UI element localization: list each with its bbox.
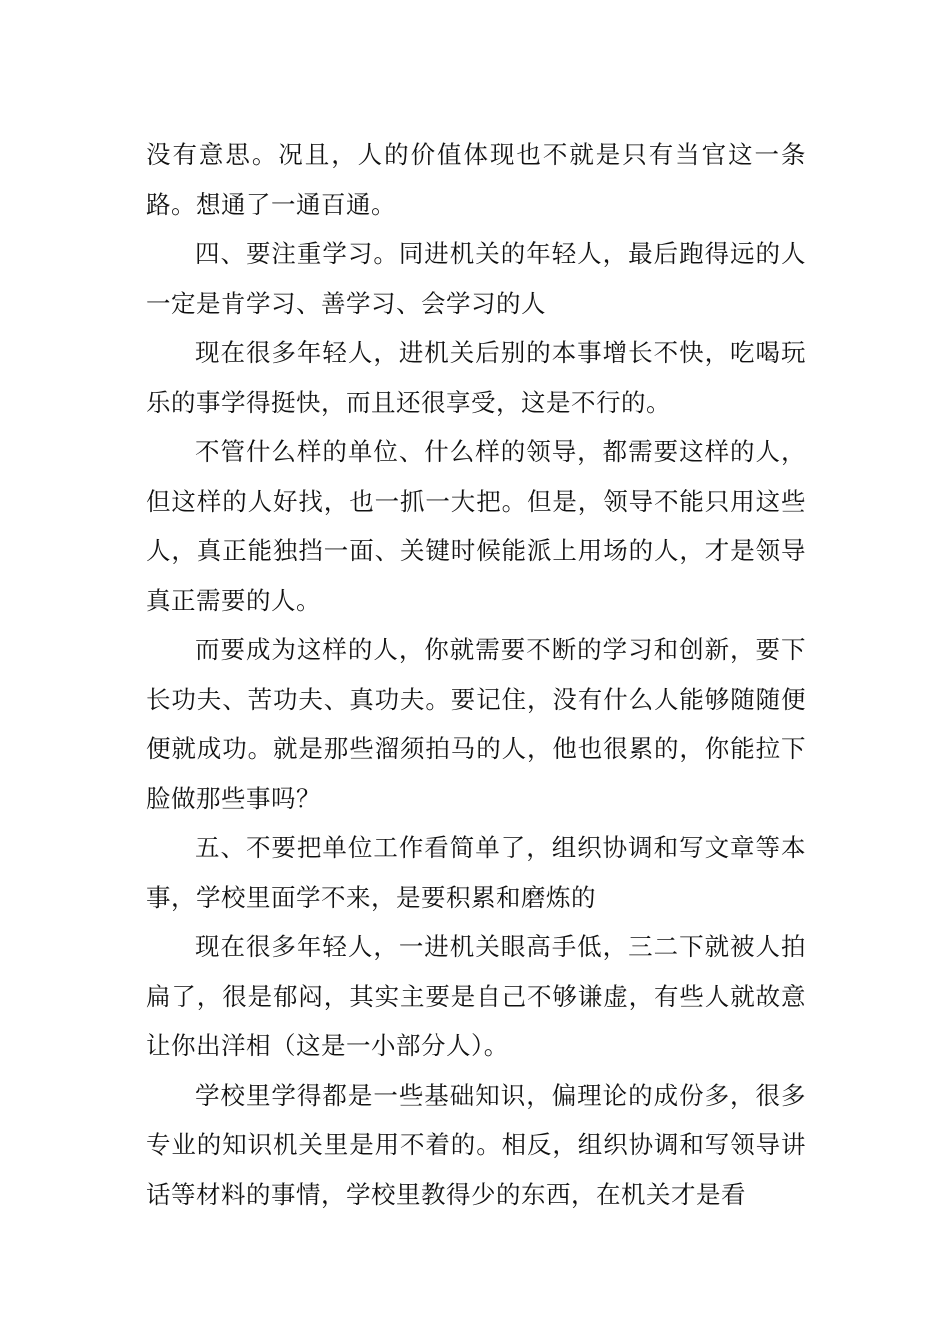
paragraph-continuation: 没有意思。况且，人的价值体现也不就是只有当官这一条路。想通了一通百通。	[146, 140, 806, 219]
paragraph: 现在很多年轻人，一进机关眼高手低，三二下就被人拍扁了，很是郁闷，其实主要是自己不够谦虚，有些人就故意让你出洋相（这是一小部分人）。	[146, 932, 806, 1060]
paragraph-heading-four: 四、要注重学习。同进机关的年轻人，最后跑得远的人一定是肯学习、善学习、会学习的人	[146, 239, 806, 318]
paragraph-heading-five: 五、不要把单位工作看简单了，组织协调和写文章等本事，学校里面学不来，是要积累和磨炼的	[146, 833, 806, 912]
paragraph: 而要成为这样的人，你就需要不断的学习和创新，要下长功夫、苦功夫、真功夫。要记住，没有什么人能够随随便便就成功。就是那些溜须拍马的人，他也很累的，你能拉下脸做那些事吗？	[146, 635, 806, 813]
paragraph: 不管什么样的单位、什么样的领导，都需要这样的人，但这样的人好找，也一抓一大把。但是，领导不能只用这些人，真正能独挡一面、关键时候能派上用场的人，才是领导真正需要的人。	[146, 437, 806, 615]
document-body	[146, 130, 806, 1219]
paragraph: 现在很多年轻人，进机关后别的本事增长不快，吃喝玩乐的事学得挺快，而且还很享受，这是不行的。	[146, 338, 806, 417]
paragraph: 学校里学得都是一些基础知识，偏理论的成份多，很多专业的知识机关里是用不着的。相反，组织协调和写领导讲话等材料的事情，学校里教得少的东西，在机关才是看	[146, 1080, 806, 1209]
